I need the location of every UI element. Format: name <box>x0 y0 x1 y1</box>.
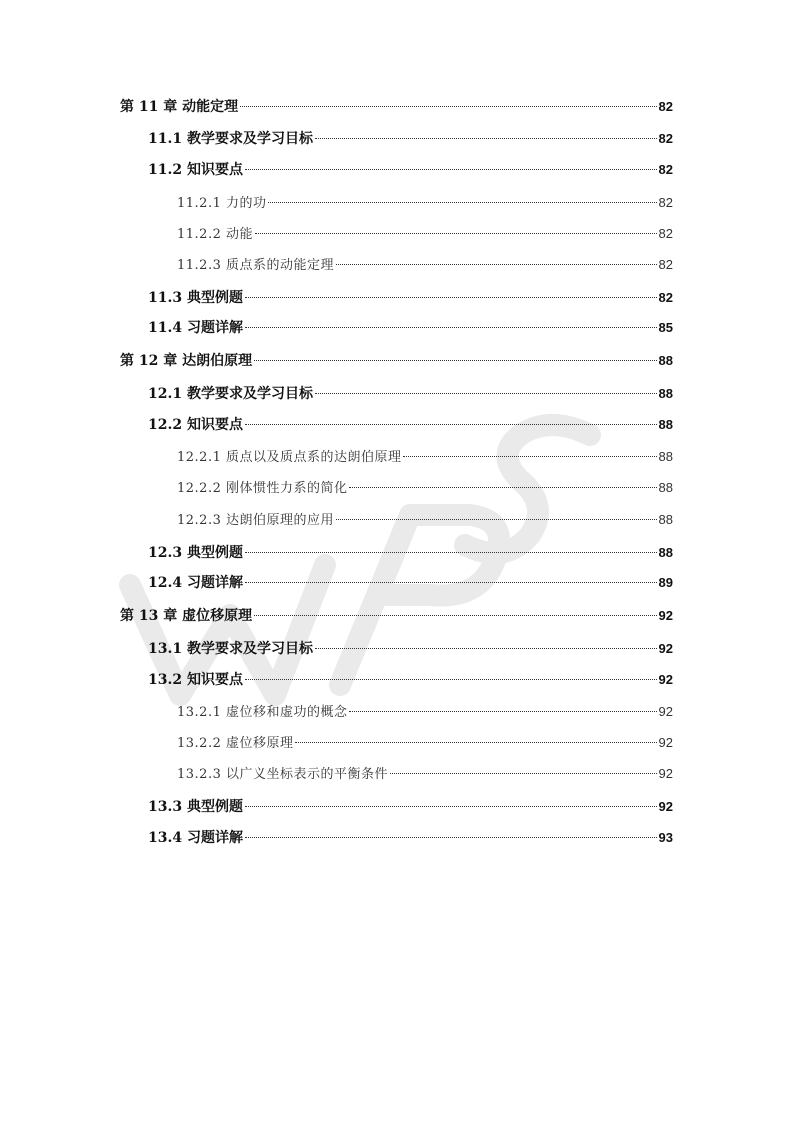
toc-page-number: 88 <box>658 386 673 401</box>
toc-title: 第 13 章 虚位移原理 <box>120 608 253 624</box>
toc-page-number: 92 <box>658 735 673 750</box>
toc-page-number: 82 <box>658 131 673 146</box>
toc-title: 13.2.1 虚位移和虚功的概念 <box>177 705 348 720</box>
toc-subsection-12-2-2[interactable] <box>177 478 673 498</box>
dot-leader <box>245 679 657 680</box>
toc-page-number: 88 <box>658 449 673 464</box>
toc-page-number: 92 <box>658 799 673 814</box>
dot-leader <box>255 233 657 234</box>
toc-section-12-3[interactable] <box>148 543 673 563</box>
toc-section-13-4[interactable] <box>148 828 673 848</box>
dot-leader <box>245 552 657 553</box>
toc-title: 11.1 教学要求及学习目标 <box>148 131 313 147</box>
toc-page-number: 88 <box>658 417 673 432</box>
dot-leader <box>245 297 657 298</box>
toc-section-13-3[interactable] <box>148 797 673 817</box>
toc-page-number: 92 <box>658 766 673 781</box>
toc-title: 第 11 章 动能定理 <box>120 99 239 115</box>
dot-leader <box>254 360 656 361</box>
toc-page-number: 92 <box>658 704 673 719</box>
dot-leader <box>403 456 656 457</box>
toc-title: 第 12 章 达朗伯原理 <box>120 353 253 369</box>
toc-title: 11.2.1 力的功 <box>177 196 267 211</box>
dot-leader <box>245 837 657 838</box>
toc-chapter-12[interactable] <box>120 351 673 371</box>
toc-title: 11.2.3 质点系的动能定理 <box>177 258 334 273</box>
toc-subsection-13-2-1[interactable] <box>177 702 673 722</box>
dot-leader <box>390 773 657 774</box>
dot-leader <box>245 424 657 425</box>
toc-subsection-11-2-3[interactable] <box>177 255 673 275</box>
dot-leader <box>315 393 657 394</box>
dot-leader <box>245 327 657 328</box>
toc-title: 13.2.2 虚位移原理 <box>177 736 294 751</box>
toc-title: 12.1 教学要求及学习目标 <box>148 386 313 402</box>
dot-leader <box>268 202 656 203</box>
dot-leader <box>254 615 656 616</box>
toc-section-12-2[interactable] <box>148 415 673 435</box>
toc-section-13-1[interactable] <box>148 639 673 659</box>
toc-title: 12.4 习题详解 <box>148 575 243 591</box>
dot-leader <box>336 264 657 265</box>
toc-page-number: 85 <box>658 320 673 335</box>
dot-leader <box>315 648 657 649</box>
toc-title: 13.2 知识要点 <box>148 672 243 688</box>
toc-page-number: 82 <box>658 257 673 272</box>
toc-title: 13.2.3 以广义坐标表示的平衡条件 <box>177 767 388 782</box>
toc-page-number: 82 <box>658 162 673 177</box>
toc-section-11-2[interactable] <box>148 160 673 180</box>
toc-chapter-13[interactable] <box>120 606 673 626</box>
toc-subsection-12-2-1[interactable] <box>177 447 673 467</box>
dot-leader <box>336 519 657 520</box>
dot-leader <box>245 806 657 807</box>
toc-page-number: 92 <box>658 608 673 623</box>
toc-subsection-13-2-3[interactable] <box>177 764 673 784</box>
dot-leader <box>240 106 656 107</box>
toc-page-number: 88 <box>658 512 673 527</box>
toc-title: 12.2 知识要点 <box>148 417 243 433</box>
toc-section-13-2[interactable] <box>148 670 673 690</box>
toc-title: 13.4 习题详解 <box>148 830 243 846</box>
toc-subsection-11-2-1[interactable] <box>177 193 673 213</box>
toc-subsection-12-2-3[interactable] <box>177 510 673 530</box>
toc-page-number: 82 <box>658 195 673 210</box>
toc-section-12-4[interactable] <box>148 573 673 593</box>
toc-title: 11.2.2 动能 <box>177 227 253 242</box>
toc-title: 13.3 典型例题 <box>148 799 243 815</box>
toc-section-11-4[interactable] <box>148 318 673 338</box>
dot-leader <box>245 582 657 583</box>
toc-subsection-13-2-2[interactable] <box>177 733 673 753</box>
toc-subsection-11-2-2[interactable] <box>177 224 673 244</box>
toc-page-number: 93 <box>658 830 673 845</box>
toc-section-11-3[interactable] <box>148 288 673 308</box>
dot-leader <box>245 169 657 170</box>
toc-title: 11.2 知识要点 <box>148 162 243 178</box>
toc-page-number: 89 <box>658 575 673 590</box>
toc-section-12-1[interactable] <box>148 384 673 404</box>
toc-page-number: 88 <box>658 353 673 368</box>
toc-page-number: 82 <box>658 226 673 241</box>
toc-page-number: 88 <box>658 545 673 560</box>
dot-leader <box>295 742 656 743</box>
toc-page-number: 88 <box>658 480 673 495</box>
toc-page-number: 92 <box>658 641 673 656</box>
toc-title: 12.2.1 质点以及质点系的达朗伯原理 <box>177 450 402 465</box>
toc-title: 12.2.2 刚体惯性力系的简化 <box>177 481 348 496</box>
toc-title: 11.3 典型例题 <box>148 290 243 306</box>
dot-leader <box>349 711 656 712</box>
dot-leader <box>315 138 657 139</box>
toc-title: 12.2.3 达朗伯原理的应用 <box>177 513 334 528</box>
toc-title: 12.3 典型例题 <box>148 545 243 561</box>
dot-leader <box>349 487 656 488</box>
toc-title: 11.4 习题详解 <box>148 320 243 336</box>
toc-page-number: 82 <box>658 99 673 114</box>
toc-page-number: 82 <box>658 290 673 305</box>
toc-section-11-1[interactable] <box>148 129 673 149</box>
toc-title: 13.1 教学要求及学习目标 <box>148 641 313 657</box>
toc-page-number: 92 <box>658 672 673 687</box>
toc-chapter-11[interactable] <box>120 97 673 117</box>
